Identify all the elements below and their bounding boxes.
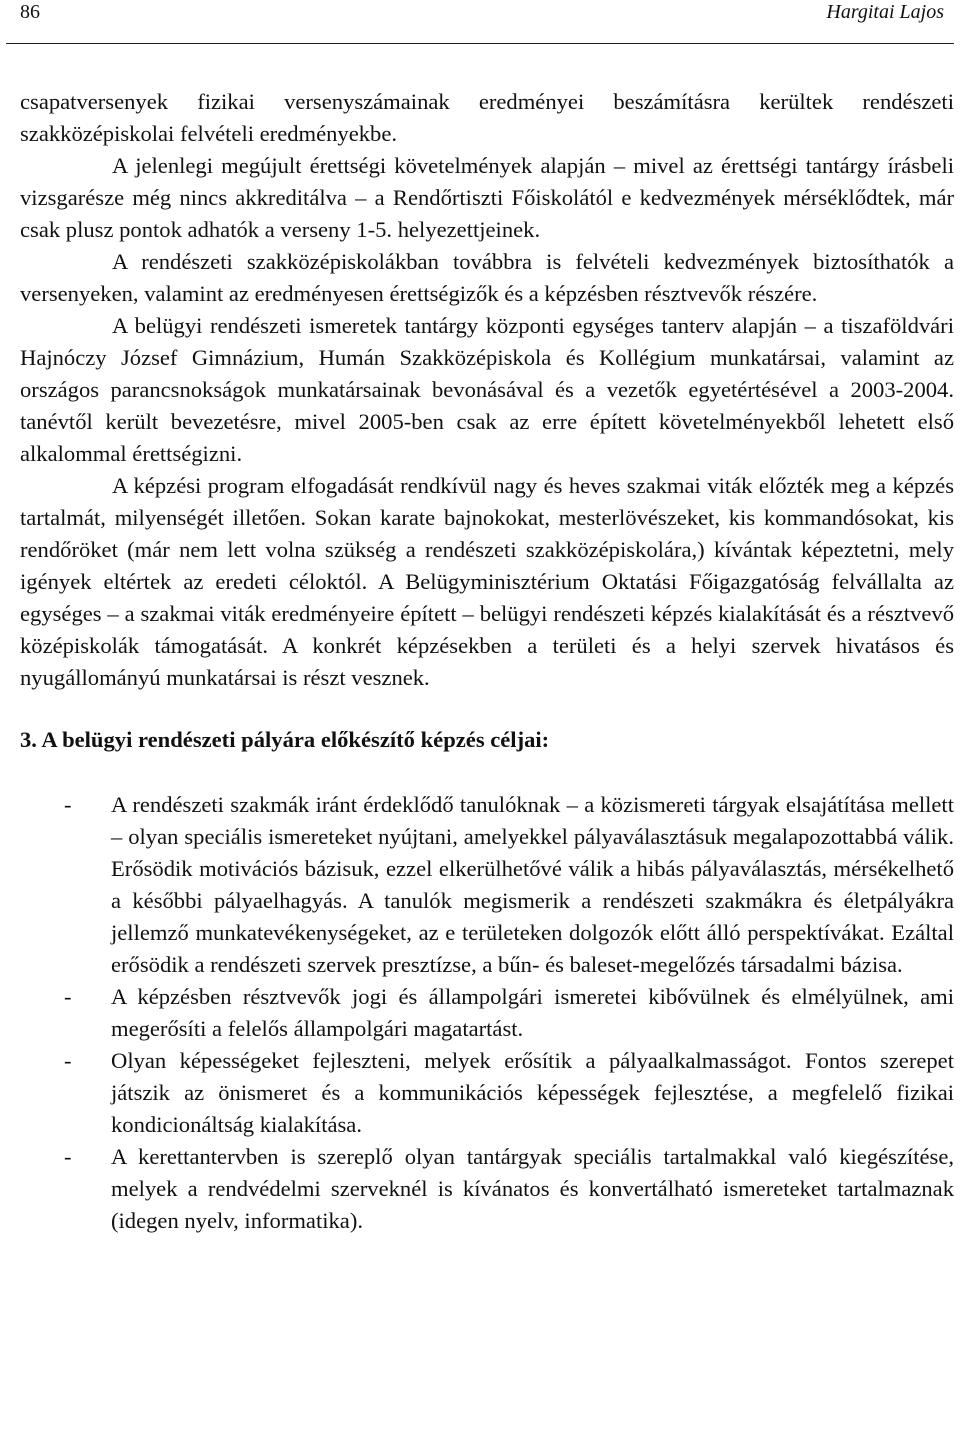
bullet-marker: - xyxy=(64,984,72,1009)
goals-list xyxy=(20,789,954,1237)
section-heading: 3. A belügyi rendészeti pályára előkészítő képzés céljai: xyxy=(20,727,550,752)
header-divider xyxy=(6,43,954,44)
bullet-marker: - xyxy=(64,1048,72,1073)
list-item-text: A kerettantervben is szereplő olyan tantárgyak speciális tartalmakkal való kiegészítése, melyek a rendvédelmi szerveknél is kívánatos és konvertálható ismereteket tartalmaznak (idegen nyelv, informatika). xyxy=(111,1144,954,1233)
paragraph: csapatversenyek fizikai versenyszámainak eredményei beszámításra kerültek rendészeti szakközépiskolai felvételi eredményekbe. xyxy=(20,89,954,146)
list-item xyxy=(20,981,954,1045)
list-item xyxy=(20,1141,954,1237)
list-item-text: Olyan képességeket fejleszteni, melyek erősítik a pályaalkalmasságot. Fontos szerepet játszik az önismeret és a kommunikációs képességek fejlesztése, a megfelelő fizikai kondicionáltság kialakítása. xyxy=(111,1048,954,1137)
bullet-marker: - xyxy=(64,792,72,817)
paragraph: A rendészeti szakközépiskolákban továbbra is felvételi kedvezmények biztosíthatók a versenyeken, valamint az eredményesen érettségizők és a képzésben résztvevők részére. xyxy=(20,249,954,306)
list-item-text: A rendészeti szakmák iránt érdeklődő tanulóknak – a közismereti tárgyak elsajátítása mellett – olyan speciális ismereteket nyújtani, amelyekkel pályaválasztásuk megalapozottabbá válik. Erősödik motivációs bázisuk, ezzel elkerülhetővé válik a hibás pályaválasztás, mérsékelhető a későbbi pályaelhagyás. A tanulók megismerik a rendészeti szakmákra és életpályákra jellemző munkatevékenységeket, az e területeken dolgozók előtt álló perspektívákat. Ezáltal erősödik a rendészeti szervek presztízse, a bűn- és baleset-megelőzés társadalmi bázisa. xyxy=(111,792,954,977)
paragraph: A jelenlegi megújult érettségi követelmények alapján – mivel az érettségi tantárgy írásbeli vizsgarésze még nincs akkreditálva – a Rendőrtiszti Főiskolától e kedvezmények mérséklődtek, már csak plusz pontok adhatók a verseny 1-5. helyezettjeinek. xyxy=(20,153,954,242)
list-item-text: A képzésben résztvevők jogi és állampolgári ismeretei kibővülnek és elmélyülnek, ami megerősíti a felelős állampolgári magatartást. xyxy=(111,984,954,1041)
list-item xyxy=(20,789,954,981)
page-header xyxy=(0,0,960,44)
paragraph: A belügyi rendészeti ismeretek tantárgy központi egységes tanterv alapján – a tiszaföldvári Hajnóczy József Gimnázium, Humán Szakközépiskola és Kollégium munkatársai, valamint az országos parancsnokságok munkatársainak bevonásával és a vezetők egyetértésével a 2003-2004. tanévtől került bevezetésre, mivel 2005-ben csak az erre épített követelményekből lehetett első alkalommal érettségizni. xyxy=(20,313,954,466)
page-body xyxy=(20,86,954,1237)
page-number: 86 xyxy=(20,1,40,23)
paragraph: A képzési program elfogadását rendkívül nagy és heves szakmai viták előzték meg a képzés tartalmát, milyenségét illetően. Sokan karate bajnokokat, mesterlövészeket, kis kommandósokat, kis rendőröket (már nem lett volna szükség a rendészeti szakközépiskolára,) kívántak képeztetni, mely igények eltértek az eredeti céloktól. A Belügyminisztérium Oktatási Főigazgatóság felvállalta az egységes – a szakmai viták eredményeire épített – belügyi rendészeti képzés kialakítását és a résztvevő középiskolák támogatását. A konkrét képzésekben a területi és a helyi szervek hivatásos és nyugállományú munkatársai is részt vesznek. xyxy=(20,473,954,690)
running-header-author: Hargitai Lajos xyxy=(826,1,944,23)
list-item xyxy=(20,1045,954,1141)
bullet-marker: - xyxy=(64,1144,72,1169)
